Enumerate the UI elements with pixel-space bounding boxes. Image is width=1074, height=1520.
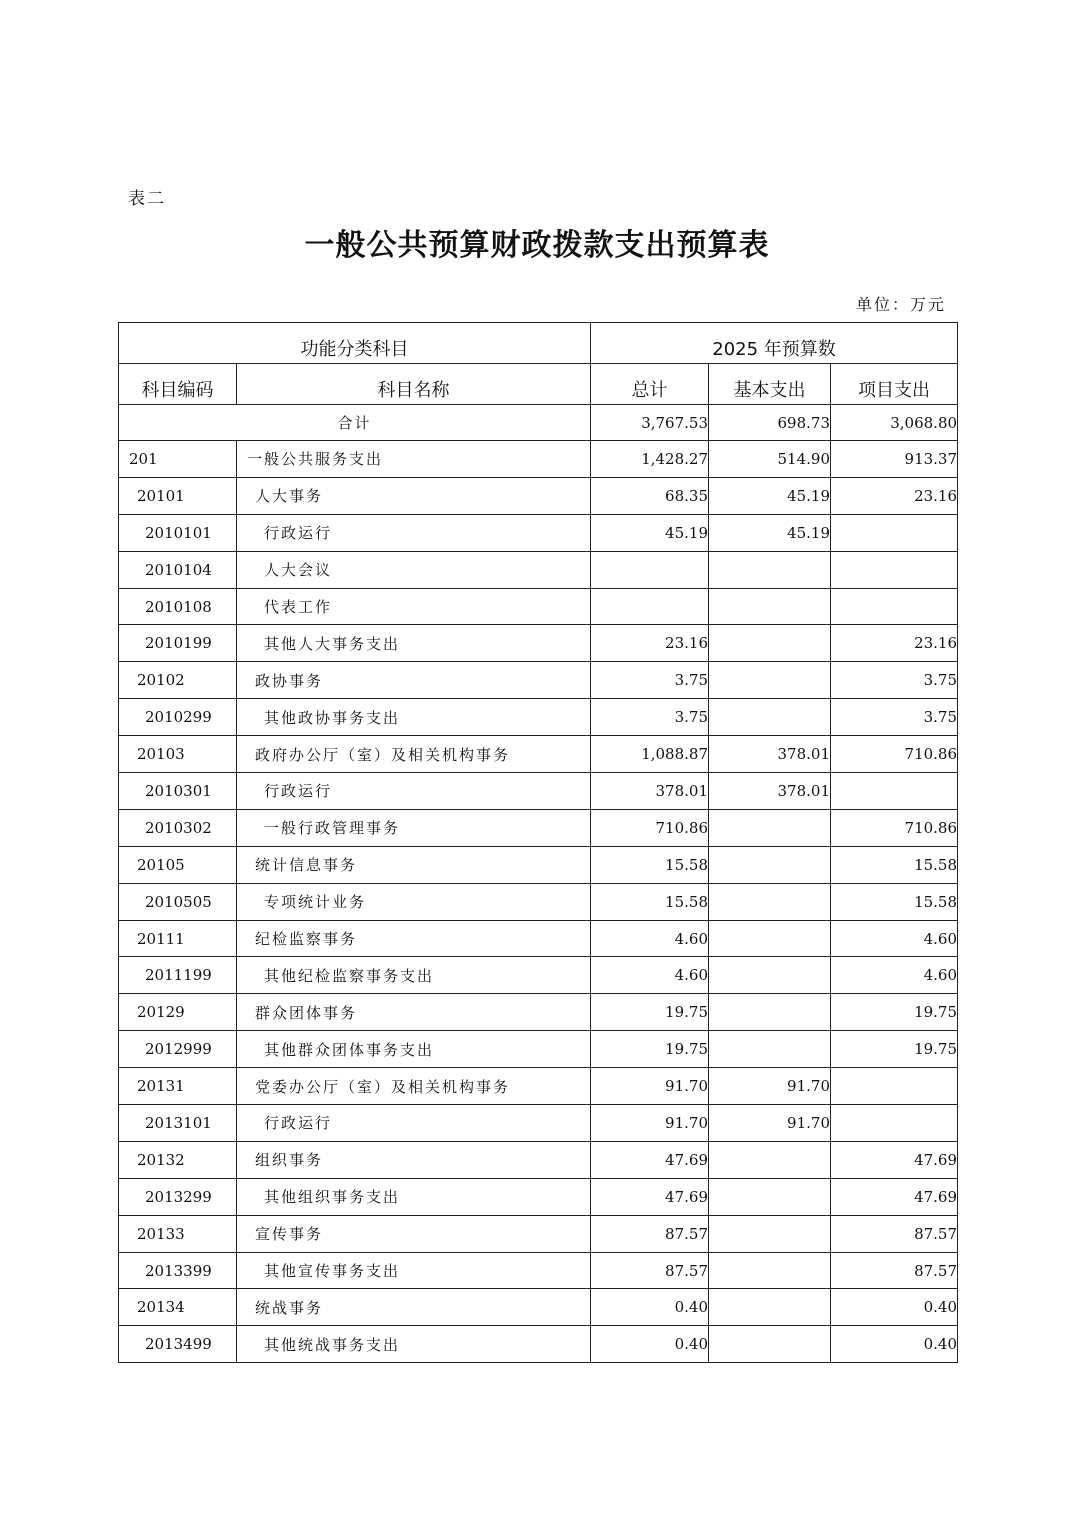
row-project: 4.60 xyxy=(831,920,958,957)
row-project xyxy=(831,514,958,551)
row-total: 3.75 xyxy=(591,699,709,736)
row-basic xyxy=(709,1289,831,1326)
row-total: 378.01 xyxy=(591,773,709,810)
unit-label: 单位：万元 xyxy=(855,295,946,314)
row-code: 20133 xyxy=(119,1215,237,1252)
row-total: 0.40 xyxy=(591,1289,709,1326)
row-code: 2011199 xyxy=(119,957,237,994)
row-code: 2010302 xyxy=(119,809,237,846)
row-project: 0.40 xyxy=(831,1289,958,1326)
row-total: 47.69 xyxy=(591,1141,709,1178)
row-basic xyxy=(709,883,831,920)
row-basic xyxy=(709,662,831,699)
header-function-group: 功能分类科目 xyxy=(119,323,591,364)
row-basic xyxy=(709,1031,831,1068)
row-code: 20102 xyxy=(119,662,237,699)
row-name: 其他统战事务支出 xyxy=(237,1326,591,1363)
header-project: 项目支出 xyxy=(831,364,958,405)
table-row xyxy=(119,514,958,551)
table-row xyxy=(119,625,958,662)
table-row xyxy=(119,846,958,883)
row-project: 47.69 xyxy=(831,1178,958,1215)
row-code: 2013499 xyxy=(119,1326,237,1363)
row-total: 4.60 xyxy=(591,920,709,957)
total-label: 合计 xyxy=(119,405,591,441)
row-code: 20111 xyxy=(119,920,237,957)
row-total: 3.75 xyxy=(591,662,709,699)
row-code: 2010505 xyxy=(119,883,237,920)
row-code: 20103 xyxy=(119,736,237,773)
row-total: 87.57 xyxy=(591,1252,709,1289)
row-total: 15.58 xyxy=(591,846,709,883)
row-code: 20105 xyxy=(119,846,237,883)
row-code: 201 xyxy=(119,441,237,478)
row-name: 其他人大事务支出 xyxy=(237,625,591,662)
row-basic xyxy=(709,625,831,662)
row-code: 20132 xyxy=(119,1141,237,1178)
row-total: 47.69 xyxy=(591,1178,709,1215)
row-code: 2010299 xyxy=(119,699,237,736)
row-basic xyxy=(709,1141,831,1178)
row-name: 政协事务 xyxy=(237,662,591,699)
row-project: 913.37 xyxy=(831,441,958,478)
row-name: 统战事务 xyxy=(237,1289,591,1326)
row-total xyxy=(591,588,709,625)
row-total: 19.75 xyxy=(591,1031,709,1068)
row-basic xyxy=(709,588,831,625)
row-basic: 91.70 xyxy=(709,1068,831,1105)
table-row xyxy=(119,1215,958,1252)
table-row xyxy=(119,736,958,773)
row-name: 其他宣传事务支出 xyxy=(237,1252,591,1289)
row-total: 15.58 xyxy=(591,883,709,920)
row-total: 19.75 xyxy=(591,994,709,1031)
row-total: 45.19 xyxy=(591,514,709,551)
budget-table xyxy=(118,322,958,1363)
total-total: 3,767.53 xyxy=(591,405,709,441)
row-name: 一般行政管理事务 xyxy=(237,809,591,846)
row-project: 47.69 xyxy=(831,1141,958,1178)
row-basic: 91.70 xyxy=(709,1105,831,1142)
table-row xyxy=(119,920,958,957)
row-basic: 514.90 xyxy=(709,441,831,478)
row-total: 87.57 xyxy=(591,1215,709,1252)
row-name: 人大会议 xyxy=(237,551,591,588)
row-project: 87.57 xyxy=(831,1215,958,1252)
table-row xyxy=(119,1031,958,1068)
table-row xyxy=(119,477,958,514)
table-row xyxy=(119,441,958,478)
header-code: 科目编码 xyxy=(119,364,237,405)
row-project: 3.75 xyxy=(831,662,958,699)
row-name: 行政运行 xyxy=(237,773,591,810)
row-code: 20131 xyxy=(119,1068,237,1105)
table-row xyxy=(119,662,958,699)
row-name: 宣传事务 xyxy=(237,1215,591,1252)
table-row xyxy=(119,957,958,994)
row-code: 2010108 xyxy=(119,588,237,625)
row-basic xyxy=(709,809,831,846)
row-basic xyxy=(709,1215,831,1252)
row-name: 政府办公厅（室）及相关机构事务 xyxy=(237,736,591,773)
row-code: 20129 xyxy=(119,994,237,1031)
row-name: 代表工作 xyxy=(237,588,591,625)
table-label: 表二 xyxy=(128,189,166,209)
row-basic: 45.19 xyxy=(709,514,831,551)
row-project: 19.75 xyxy=(831,1031,958,1068)
row-basic: 378.01 xyxy=(709,773,831,810)
table-row xyxy=(119,994,958,1031)
table-row xyxy=(119,809,958,846)
table-row xyxy=(119,1178,958,1215)
row-project: 15.58 xyxy=(831,883,958,920)
row-basic xyxy=(709,1252,831,1289)
row-total: 4.60 xyxy=(591,957,709,994)
row-total: 68.35 xyxy=(591,477,709,514)
row-project: 4.60 xyxy=(831,957,958,994)
row-project xyxy=(831,588,958,625)
row-project: 87.57 xyxy=(831,1252,958,1289)
row-code: 2010199 xyxy=(119,625,237,662)
row-project: 3.75 xyxy=(831,699,958,736)
row-code: 2010301 xyxy=(119,773,237,810)
table-row xyxy=(119,773,958,810)
table-row xyxy=(119,1289,958,1326)
row-name: 组织事务 xyxy=(237,1141,591,1178)
row-code: 2013101 xyxy=(119,1105,237,1142)
row-basic xyxy=(709,957,831,994)
row-project: 19.75 xyxy=(831,994,958,1031)
row-total: 1,088.87 xyxy=(591,736,709,773)
header-basic: 基本支出 xyxy=(709,364,831,405)
table-row xyxy=(119,551,958,588)
row-basic xyxy=(709,1326,831,1363)
row-basic: 45.19 xyxy=(709,477,831,514)
row-project: 23.16 xyxy=(831,625,958,662)
row-name: 其他政协事务支出 xyxy=(237,699,591,736)
row-project: 15.58 xyxy=(831,846,958,883)
row-name: 纪检监察事务 xyxy=(237,920,591,957)
row-basic xyxy=(709,1178,831,1215)
row-name: 专项统计业务 xyxy=(237,883,591,920)
page-title: 一般公共预算财政拨款支出预算表 xyxy=(304,228,770,263)
row-project: 710.86 xyxy=(831,809,958,846)
row-code: 2010101 xyxy=(119,514,237,551)
row-name: 党委办公厅（室）及相关机构事务 xyxy=(237,1068,591,1105)
header-name: 科目名称 xyxy=(237,364,591,405)
table-row xyxy=(119,1252,958,1289)
row-code: 2013399 xyxy=(119,1252,237,1289)
row-project xyxy=(831,1105,958,1142)
row-total: 91.70 xyxy=(591,1105,709,1142)
row-total: 710.86 xyxy=(591,809,709,846)
row-basic: 378.01 xyxy=(709,736,831,773)
row-project xyxy=(831,1068,958,1105)
row-project: 710.86 xyxy=(831,736,958,773)
table-row xyxy=(119,1068,958,1105)
header-total: 总计 xyxy=(591,364,709,405)
row-basic xyxy=(709,994,831,1031)
row-total: 23.16 xyxy=(591,625,709,662)
row-project: 0.40 xyxy=(831,1326,958,1363)
row-name: 其他纪检监察事务支出 xyxy=(237,957,591,994)
row-total: 1,428.27 xyxy=(591,441,709,478)
row-project: 23.16 xyxy=(831,477,958,514)
row-name: 群众团体事务 xyxy=(237,994,591,1031)
row-name: 其他群众团体事务支出 xyxy=(237,1031,591,1068)
total-row xyxy=(119,405,958,441)
table-row xyxy=(119,699,958,736)
row-name: 行政运行 xyxy=(237,514,591,551)
row-project xyxy=(831,773,958,810)
row-name: 一般公共服务支出 xyxy=(237,441,591,478)
table-row xyxy=(119,1326,958,1363)
header-budget-group: 2025 年预算数 xyxy=(591,323,958,364)
row-name: 人大事务 xyxy=(237,477,591,514)
row-total: 91.70 xyxy=(591,1068,709,1105)
total-project: 3,068.80 xyxy=(831,405,958,441)
row-code: 2012999 xyxy=(119,1031,237,1068)
row-total xyxy=(591,551,709,588)
table-row xyxy=(119,883,958,920)
row-code: 20134 xyxy=(119,1289,237,1326)
row-code: 2010104 xyxy=(119,551,237,588)
table-row xyxy=(119,1141,958,1178)
row-project xyxy=(831,551,958,588)
row-name: 统计信息事务 xyxy=(237,846,591,883)
row-basic xyxy=(709,551,831,588)
row-code: 2013299 xyxy=(119,1178,237,1215)
table-row xyxy=(119,588,958,625)
row-basic xyxy=(709,846,831,883)
table-row xyxy=(119,1105,958,1142)
row-name: 其他组织事务支出 xyxy=(237,1178,591,1215)
row-total: 0.40 xyxy=(591,1326,709,1363)
row-basic xyxy=(709,920,831,957)
row-basic xyxy=(709,699,831,736)
row-name: 行政运行 xyxy=(237,1105,591,1142)
total-basic: 698.73 xyxy=(709,405,831,441)
row-code: 20101 xyxy=(119,477,237,514)
